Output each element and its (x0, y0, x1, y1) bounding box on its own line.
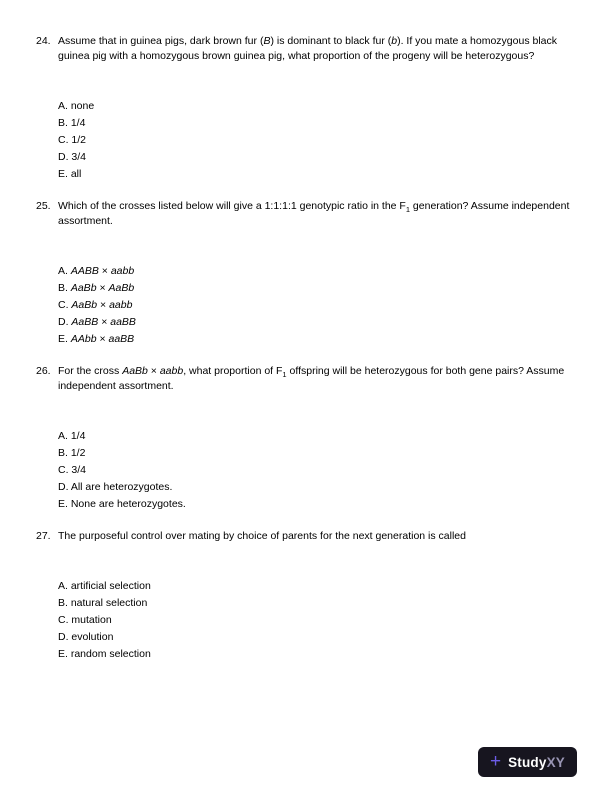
options-list (58, 98, 574, 183)
brand-study: Study (508, 754, 547, 770)
questions (36, 34, 574, 663)
question-text: For the cross AaBb × aabb, what proportion of $F_1$ offspring will be heterozygous for both gene pairs? Assume independent assortment. (58, 365, 565, 392)
question-block (36, 529, 574, 663)
answer-option: D. evolution (58, 631, 114, 643)
question-number: 26. (36, 365, 51, 377)
answer-option: A. 1/4 (58, 430, 86, 442)
answer-option: D. All are heterozygotes. (58, 481, 173, 493)
answer-option: A. artificial selection (58, 580, 151, 592)
answer-option: E. all (58, 168, 82, 180)
question-number: 25. (36, 200, 51, 212)
answer-option: C. AaBb × aabb (58, 299, 133, 311)
answer-option: B. 1/2 (58, 447, 86, 459)
answer-option: B. 1/4 (58, 117, 86, 129)
studyxy-badge (478, 747, 577, 777)
question-text: The purposeful control over mating by choice of parents for the next generation is called (58, 530, 466, 542)
answer-option: D. AaBB × aaBB (58, 316, 136, 328)
answer-option: A. none (58, 100, 95, 112)
question-text: Which of the crosses listed below will give a 1:1:1:1 genotypic ratio in the $F_1$ generation? Assume independent assortment. (58, 200, 570, 227)
options-list (58, 263, 574, 348)
answer-option: E. random selection (58, 648, 151, 660)
brand-xy: XY (546, 754, 565, 770)
answer-option: D. 3/4 (58, 151, 87, 163)
answer-option: A. AABB × aabb (58, 265, 135, 277)
options-list (58, 428, 574, 513)
question-block (36, 199, 574, 348)
answer-option: C. mutation (58, 614, 112, 626)
brand-text (508, 755, 565, 770)
question-number: 27. (36, 530, 51, 542)
plus-icon: + (489, 750, 502, 772)
answer-option: B. AaBb × AaBb (58, 282, 135, 294)
question-block (36, 364, 574, 513)
answer-option: E. None are heterozygotes. (58, 498, 186, 510)
answer-option: E. AAbb × aaBB (58, 333, 135, 345)
question-block (36, 34, 574, 183)
answer-option: C. 1/2 (58, 134, 87, 146)
question-number: 24. (36, 35, 51, 47)
answer-option: C. 3/4 (58, 464, 87, 476)
answer-option: B. natural selection (58, 597, 148, 609)
question-text: Assume that in guinea pigs, dark brown fur (B) is dominant to black fur (b). If you mate a homozygous black guinea pig with a homozygous brown guinea pig, what proportion of the progeny will be heterozygous? (58, 35, 558, 62)
options-list (58, 578, 574, 663)
